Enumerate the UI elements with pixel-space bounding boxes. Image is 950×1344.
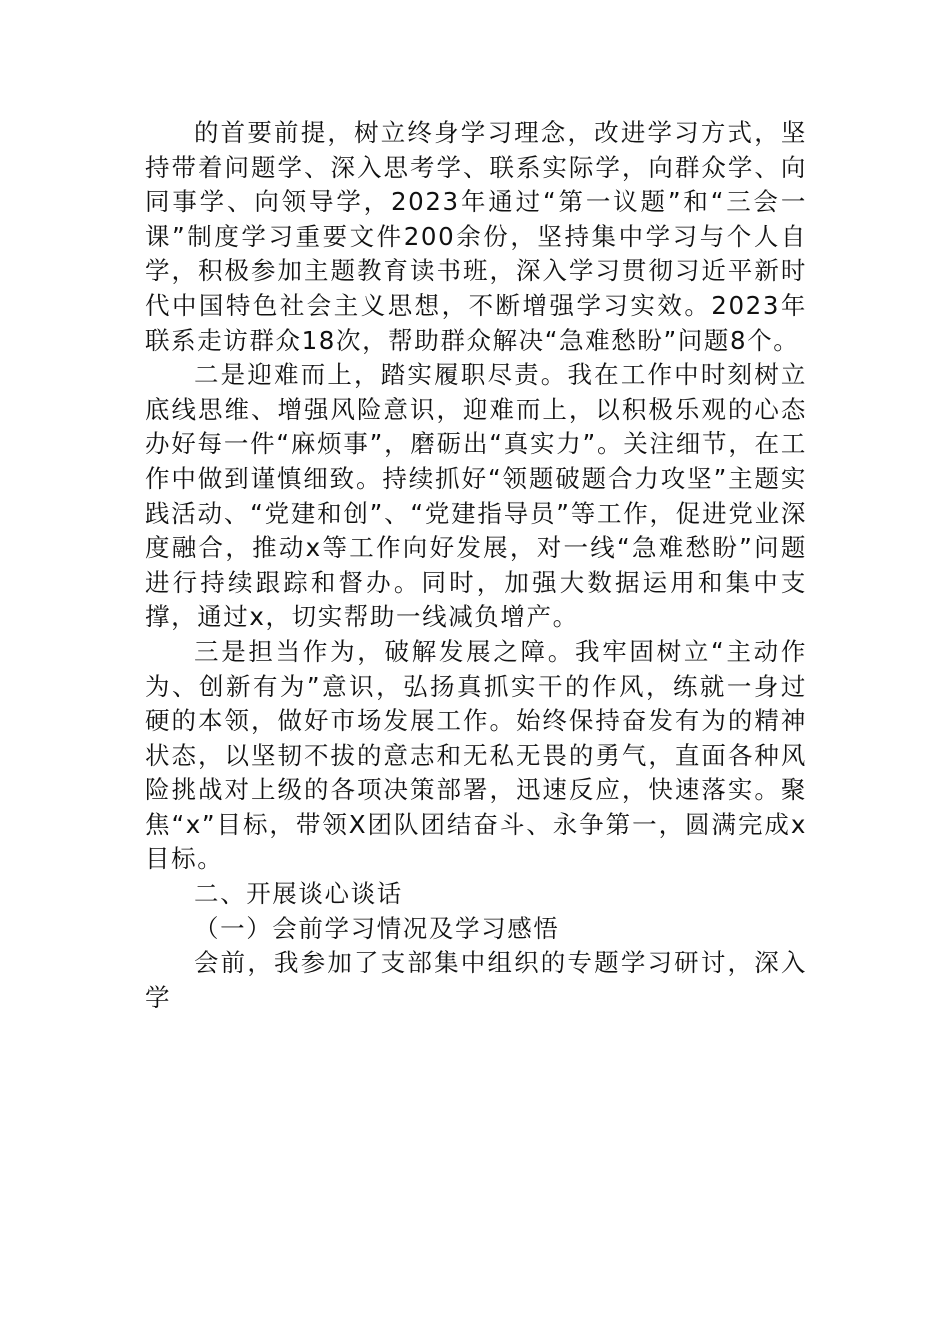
subsection-heading: （一）会前学习情况及学习感悟 xyxy=(194,913,560,943)
section-heading: 二、开展谈心谈话 xyxy=(194,879,403,909)
paragraph-take-responsibility: 三是担当作为，破解发展之障。我牢固树立“主动作为、创新有为”意识，弘扬真抓实干的作风，练就一身过硬的本领，做好市场发展工作。始终保持奋发有为的精神状态，以坚韧不拔的意志和无私无畏的勇气，直面各种风险挑战对上级的各项决策部署，迅速反应，快速落实。聚焦“x”目标，带领X团队团结奋斗、永争第一，圆满完成x目标。 xyxy=(145,636,807,874)
paragraph-learning: 的首要前提，树立终身学习理念，改进学习方式，坚持带着问题学、深入思考学、联系实际学，向群众学、向同事学、向领导学，2023年通过“第一议题”和“三会一课”制度学习重要文件200余份，坚持集中学习与个人自学，积极参加主题教育读书班，深入学习贯彻习近平新时代中国特色社会主义思想，不断增强学习实效。2023年联系走访群众18次，帮助群众解决“急难愁盼”问题8个。 xyxy=(145,118,807,355)
paragraph-face-difficulties: 二是迎难而上，踏实履职尽责。我在工作中时刻树立底线思维、增强风险意识，迎难而上，以积极乐观的心态办好每一件“麻烦事”，磨砺出“真实力”。关注细节，在工作中做到谨慎细致。持续抓好“领题破题合力攻坚”主题实践活动、“党建和创”、“党建指导员”等工作，促进党业深度融合，推动x等工作向好发展，对一线“急难愁盼”问题进行持续跟踪和督办。同时，加强大数据运用和集中支撑，通过x，切实帮助一线减负增产。 xyxy=(145,360,807,632)
document-page xyxy=(145,116,807,1015)
paragraph-pre-meeting-study: 会前，我参加了支部集中组织的专题学习研讨，深入学 xyxy=(145,948,807,1012)
